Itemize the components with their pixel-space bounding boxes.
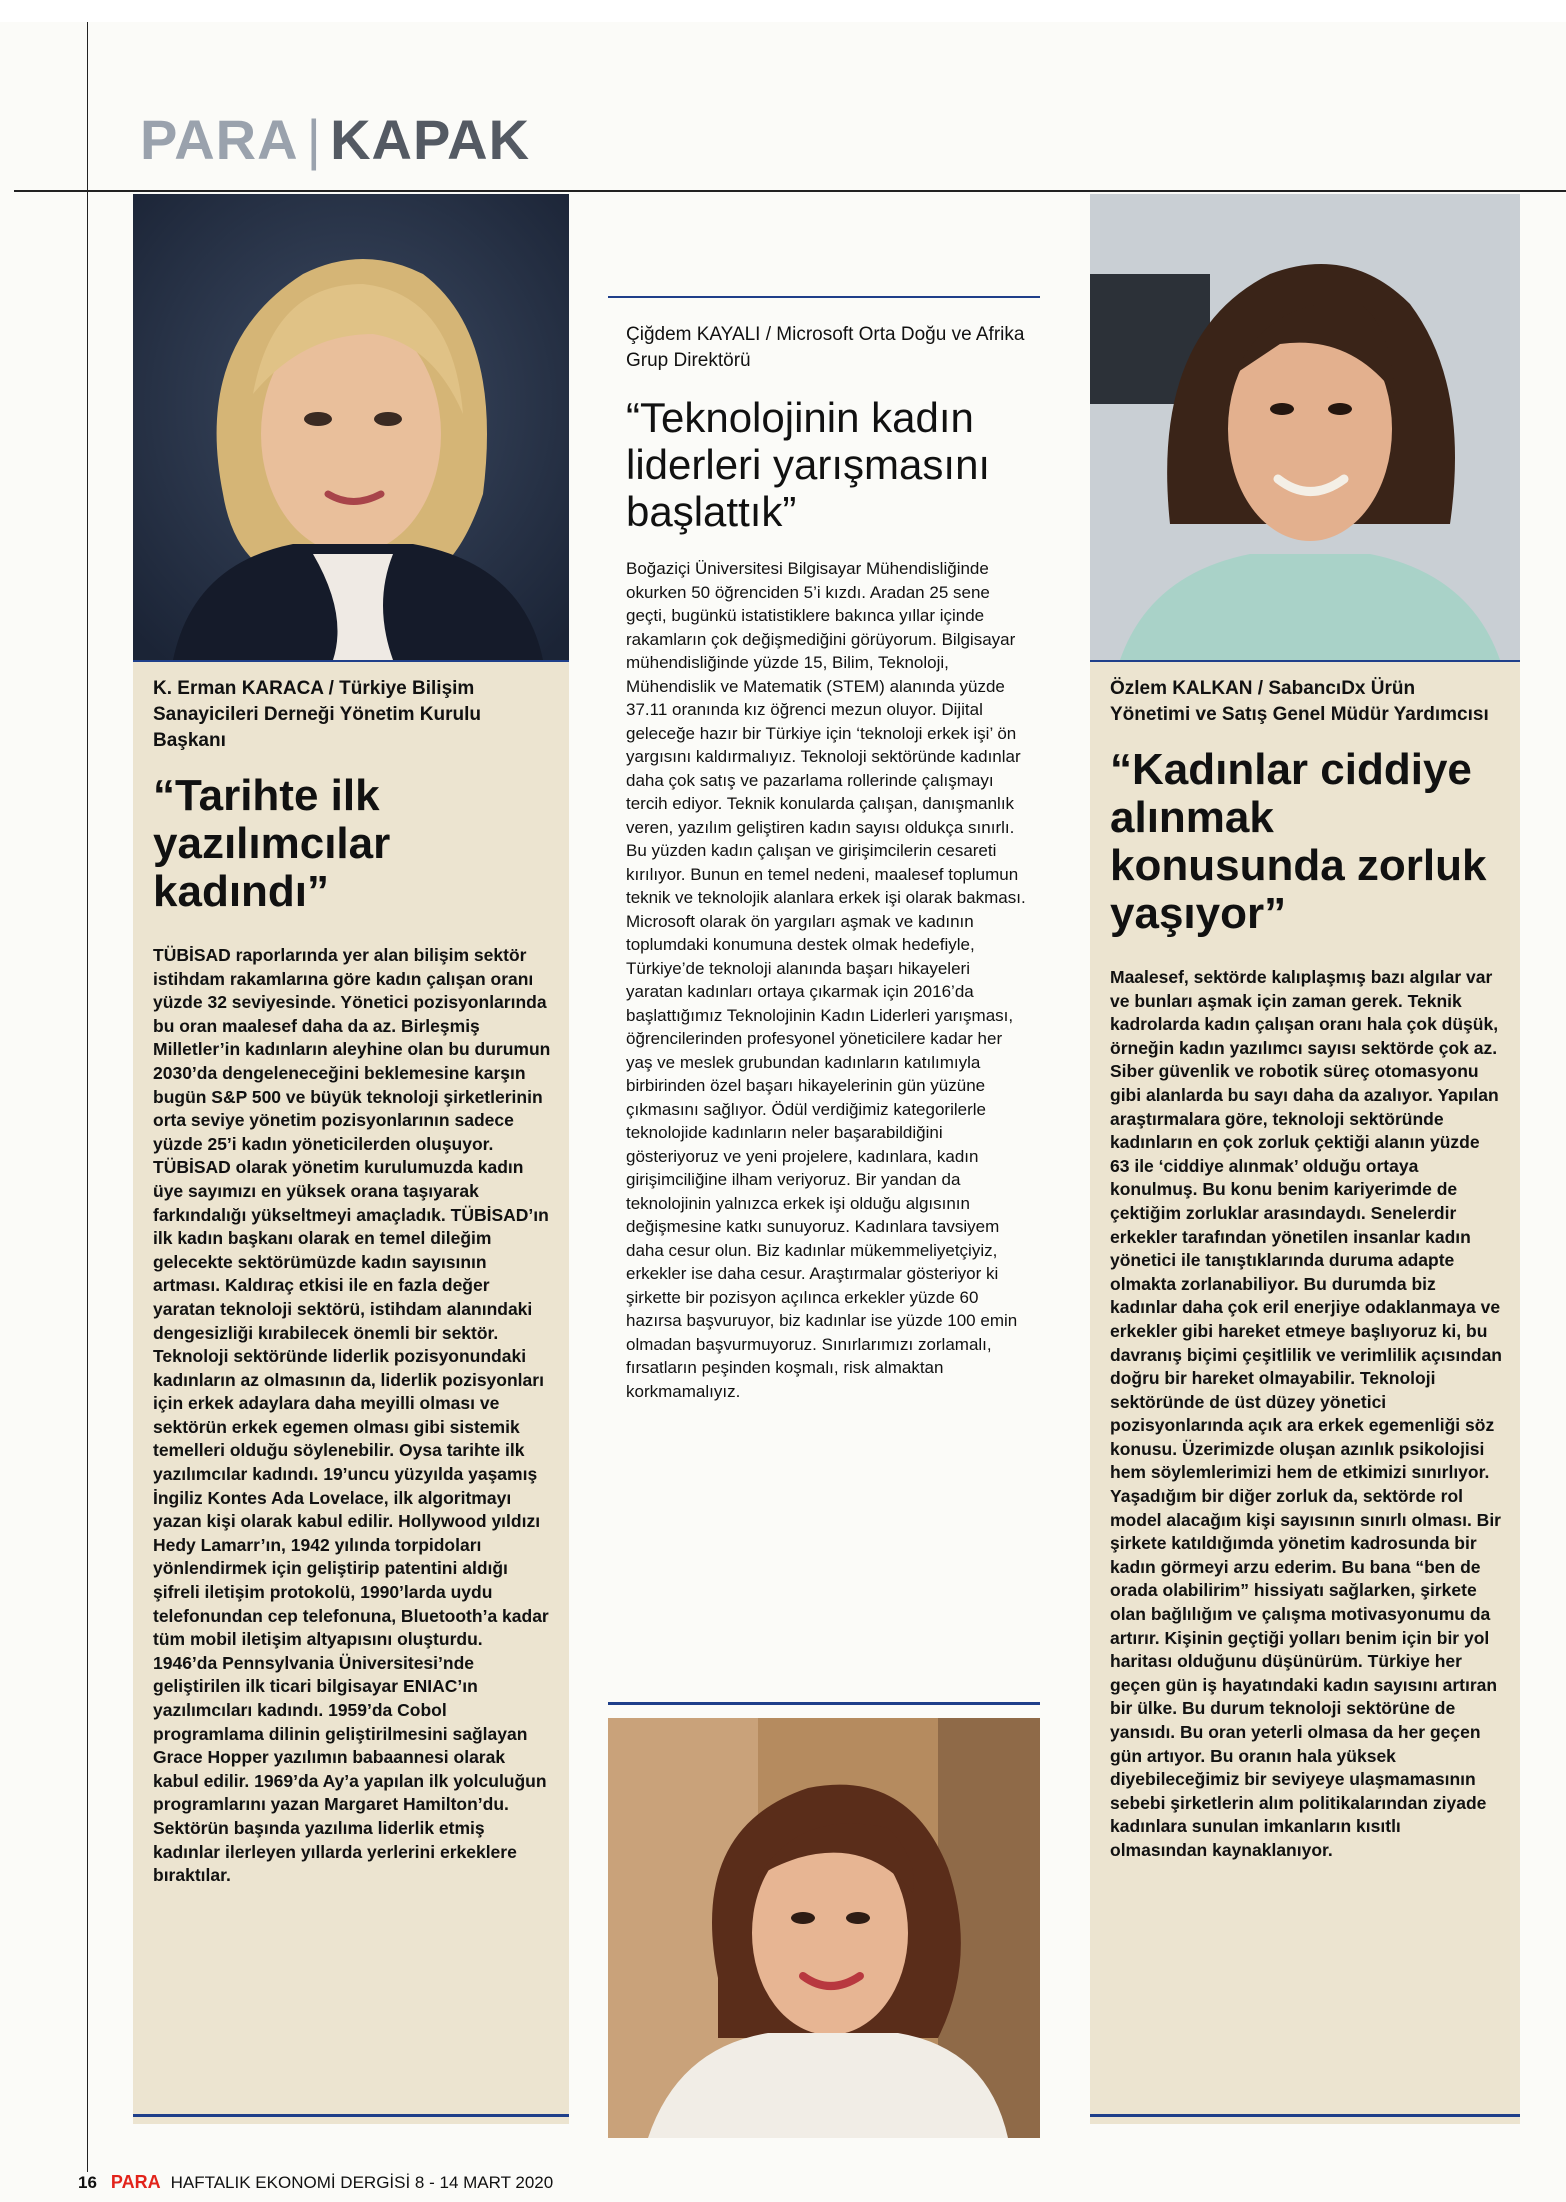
interviewee-caption: Çiğdem KAYALI / Microsoft Orta Doğu ve Afrika Grup Direktörü (626, 324, 1025, 371)
column-end-rule (1090, 2114, 1520, 2117)
footer-magazine-issue: HAFTALIK EKONOMİ DERGİSİ 8 - 14 MART 2020 (170, 2173, 554, 2192)
article-body: Boğaziçi Üniversitesi Bilgisayar Mühendisliğinde okurken 50 öğrenciden 5’i kızdı. Aradan 25 sene geçti, bugünkü istatistiklere bakınca yıllar içinde rakamların çok değişmediğini görüyorum. Bilgisayar mühendisliğinde yüzde 15, Bilim, Teknoloji, Mühendislik ve Matematik (STEM) alanında yüzde 37.11 oranında kız öğrenci mezun oluyor. Dijital geleceğe hazır bir Türkiye için ‘teknoloji erkek işi’ ön yargısını kaldırmalıyız. Teknoloji sektöründe kadınlar daha çok satış ve pazarlama rollerinde çalışmayı tercih ediyor. Teknik konularda çalışan, danışmanlık veren, yazılım geliştiren kadın sayısı oldukça sınırlı. Bu yüzden kadın çalışan ve girişimcilerin cesareti kırılıyor. Bunun en temel nedeni, maalesef toplumun teknik ve teknolojik alanlara erkek işi olarak bakması. Microsoft olarak ön yargıları aşmak ve kadının toplumdaki konumuna destek olmak hedefiyle, Türkiye’de teknoloji alanında başarı hikayeleri yaratan kadınları ortaya çıkarmak için 2016’da başlattığımız Teknolojinin Kadın Liderleri yarışması, öğrencilerinden profesyonel yöneticilere kadar her yaş ve meslek grubundan kadınların katılımıyla birbirinden özel başarı hikayelerinin gün yüzüne çıkmasını sağlıyor. Ödül verdiğimiz kategorilerle teknolojide kadınların neler başarabildiğini gösteriyoruz ve yeni projelere, kadınlara, kadın girişimciliğine ilham veriyoruz. Bir yandan da teknolojinin yalnızca erkek işi olduğu algısının değişmesine katkı sunuyoruz. Kadınlara tavsiyem daha cesur olun. Biz kadınlar mükemmeliyetçiyiz, erkekler ise daha cesur. Araştırmalar gösteriyor ki şirkette bir pozisyon açılınca erkekler yüzde 60 hazırsa başvuruyor, biz kadınlar ise yüzde 100 emin olmadan başvurmuyoruz. Sınırlarımızı zorlamalı, fırsatların peşinden koşmalı, risk almaktan korkmamalıyız. (626, 559, 1026, 1401)
top-margin (0, 0, 1566, 22)
pull-quote: “Tarihte ilk yazılımcılar kadındı” (153, 771, 391, 916)
section-label (140, 108, 531, 171)
page-number: 16 (78, 2173, 97, 2192)
interview-column-middle (608, 300, 1040, 1403)
portrait-karaca-image (133, 194, 569, 660)
caption-rule (608, 296, 1040, 298)
section-label-para: PARA (140, 108, 299, 171)
interview-column-left (133, 194, 569, 2124)
portrait-kayali-image (608, 1718, 1040, 2138)
header-rule (14, 190, 1566, 192)
interviewee-caption: Özlem KALKAN / SabancıDx Ürün Yönetimi ve Satış Genel Müdür Yardımcısı (1110, 678, 1489, 725)
article-body: Maalesef, sektörde kalıplaşmış bazı algılar var ve bunları aşmak için zaman gerek. Teknik kadrolarda kadın çalışan oranı hala çok düşük, örneğin kadın yazılımcı sayısı sektörde çok az. Siber güvenlik ve robotik süreç otomasyonu gibi alanlarda bu sayı daha da azalıyor. Yapılan araştırmalara göre, teknoloji sektöründe kadınların en çok zorluk çektiği alanın yüzde 63 ile ‘ciddiye alınmak’ olduğu ortaya konulmuş. Bu konu benim kariyerimde de çektiğim zorluklar arasındaydı. Senelerdir erkekler tarafından yönetilen insanlar kadın yönetici ile tanıştıklarında duruma adapte olmakta zorlanabiliyor. Bu durumda biz kadınlar daha çok eril enerjiye odaklanmaya ve erkekler gibi hareket etmeye başlıyoruz ki, bu davranış biçimi çeşitlilik ve verimlilik açısından doğru bir hareket olmayabilir. Teknoloji sektöründe de üst düzey yönetici pozisyonlarında açık ara erkek egemenliği söz konusu. Üzerimizde oluşan azınlık psikolojisi hem söylemlerimizi hem de etkimizi sınırlıyor. Yaşadığım bir diğer zorluk da, sektörde rol model alacağım kişi sayısının sınırlı olması. Bir şirkete katıldığımda yönetim kadrosunda bir kadın görmeyi arzu ederim. Bu bana “ben de orada olabilirim” hissiyatı sağlarken, şirkete olan bağlılığım ve çalışma motivasyonumu da artırır. Kişinin geçtiği yolları benim için bir yol haritası olduğunu düşünürüm. Türkiye her geçen gün iş hayatındaki kadın sayısını artıran bir ülke. Bu durum teknoloji sektörüne de yansıdı. Bu oran yeterli olmasa da her geçen gün artıyor. Bu oranın hala yüksek diyebileceğimiz bir seviyeye ulaşmamasının sebebi şirketlerin alım politikalarından ziyade kadınlara sunulan imkanların kısıtlı olmasından kaynaklanıyor. (1110, 967, 1502, 1860)
portrait-photo-kayali (608, 1718, 1040, 2138)
section-label-kapak: KAPAK (330, 108, 531, 171)
portrait-kalkan-image (1090, 194, 1520, 660)
portrait-photo-karaca (133, 194, 569, 660)
section-label-separator: | (306, 108, 323, 171)
article-body: TÜBİSAD raporlarında yer alan bilişim sektör istihdam rakamlarına göre kadın çalışan oranı yüzde 32 seviyesinde. Yönetici pozisyonlarında bu oran maalesef daha da az. Birleşmiş Milletler’in kadınların aleyhine olan bu durumun 2030’da dengeleneceğini beklemesine karşın bugün S&P 500 ve büyük teknoloji şirketlerinin orta seviye yönetim pozisyonlarının sadece yüzde 25’i kadın yöneticilerden oluşuyor. TÜBİSAD olarak yönetim kurulumuzda kadın üye sayımızı en yüksek orana taşıyarak farkındalığı yükseltmeyi amaçladık. TÜBİSAD’ın ilk kadın başkanı olarak en temel dileğim gelecekte sektörümüzde kadın sayısının artması. Kaldıraç etkisi ile en fazla değer yaratan teknoloji sektörü, istihdam alanındaki dengesizliği kırabilecek önemli bir sektör. Teknoloji sektöründe liderlik pozisyonundaki kadınların az olmasının da, liderlik pozisyonları için erkek adaylara daha meyilli olması ve sektörün erkek egemen olması gibi sistemik temelleri olduğu söylenebilir. Oysa tarihte ilk yazılımcılar kadındı. 19’uncu yüzyılda yaşamış İngiliz Kontes Ada Lovelace, ilk algoritmayı yazan kişi olarak kabul edilir. Hollywood yıldızı Hedy Lamarr’ın, 1942 yılında torpidoları yönlendirmek için geliştirip patentini aldığı şifreli iletişim protokolü, 1990’larda uydu telefonundan cep telefonuna, Bluetooth’a kadar tüm mobil iletişim altyapısını oluşturdu. 1946’da Pennsylvania Üniversitesi’nde geliştirilen ilk ticari bilgisayar ENIAC’ın yazılımcıları kadındı. 1959’da Cobol programlama dilinin geliştirilmesini sağlayan Grace Hopper yazılımın babaannesi olarak kabul edilir. 1969’da Ay’a yapılan ilk yolculuğun programlarını yazan Margaret Hamilton’du. Sektörün başında yazılıma liderlik etmiş kadınlar ilerleyen yıllarda yerlerini erkeklere bıraktılar. (153, 945, 551, 1886)
interview-column-right (1090, 194, 1520, 2124)
pull-quote: “Teknolojinin kadın liderleri yarışmasını başlattık” (626, 394, 991, 535)
left-margin-rule (87, 22, 88, 2172)
page-footer (78, 2172, 553, 2193)
column-end-rule (133, 2114, 569, 2117)
photo-top-rule (608, 1702, 1040, 1705)
interviewee-caption: K. Erman KARACA / Türkiye Bilişim Sanayicileri Derneği Yönetim Kurulu Başkanı (153, 678, 482, 751)
portrait-photo-kalkan (1090, 194, 1520, 660)
footer-brand: PARA (110, 2172, 161, 2192)
pull-quote: “Kadınlar ciddiye alınmak konusunda zorluk yaşıyor” (1110, 745, 1487, 938)
